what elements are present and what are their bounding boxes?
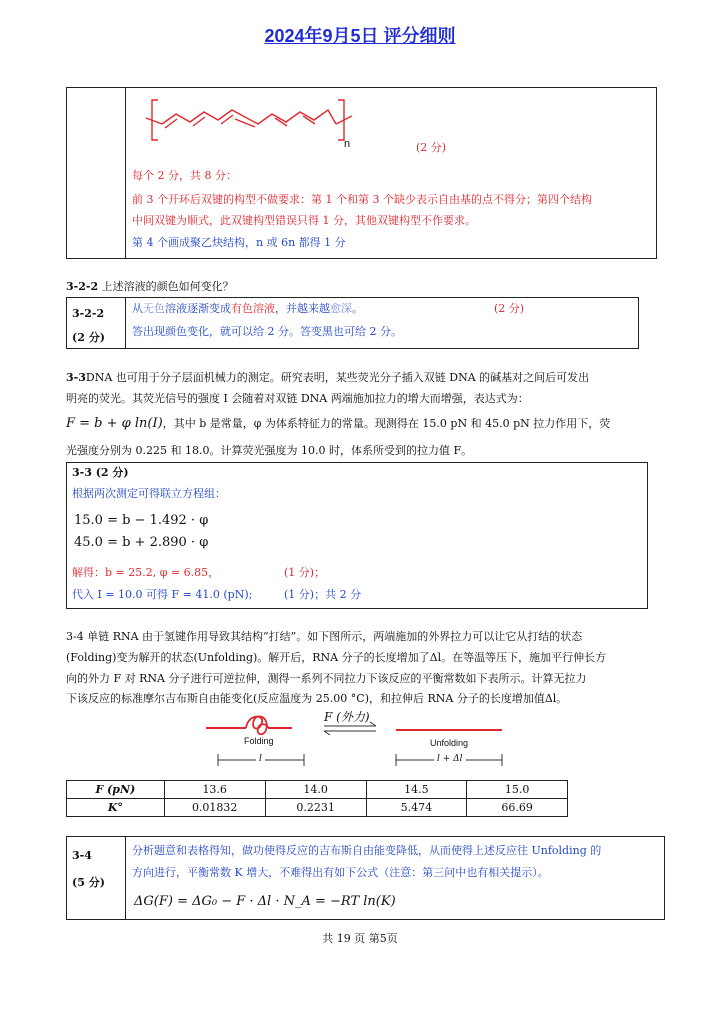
- answer-3-4-line-2: 方向进行，平衡常数 K 增大，不难得出有如下公式（注意：第三问中也有相关提示）。: [132, 866, 549, 879]
- table-cell: 15.0: [467, 781, 568, 799]
- page-title: 2024年9月5日 评分细则: [264, 26, 456, 46]
- rubric-line-4: 第 4 个画成聚乙炔结构，n 或 6n 都得 1 分: [132, 236, 346, 249]
- equation-2: 45.0 = b + 2.890 · φ: [74, 535, 209, 550]
- polyacetylene-structure: [140, 92, 370, 150]
- question-3-3-line-2: 明亮的荧光。其荧光信号的强度 I 会随着对双链 DNA 两端施加拉力的增大而增强，表达式为：: [66, 392, 529, 405]
- force-label: F (外力): [324, 710, 370, 724]
- table-cell: 14.0: [265, 781, 366, 799]
- label-3-4: 3-4: [72, 849, 92, 862]
- table-cell: 0.01832: [164, 799, 265, 817]
- folding-label: Folding: [244, 736, 274, 746]
- gibbs-formula: ΔG(F) = ΔG₀ − F · Δl · N_A = −RT ln(K): [134, 894, 396, 909]
- answer-3-3-intro: 根据两次测定可得联立方程组：: [72, 487, 226, 500]
- table-cell: 5.474: [366, 799, 467, 817]
- length-label: l: [256, 754, 265, 764]
- table-cell: 13.6: [164, 781, 265, 799]
- question-3-3-line-3: F = b + φ ln(I)，其中 b 是常量，φ 为体系特征力的常量。现测得在 15.0 pN 和 45.0 pN 拉力作用下，荧: [66, 416, 611, 431]
- score-structure: (2 分): [416, 141, 447, 154]
- formula-fluorescence: F = b + φ ln(I): [66, 416, 163, 431]
- question-3-4-line-2: (Folding)变为解开的状态(Unfolding)。解开后，RNA 分子的长度增加了Δl。在等温等压下，施加平行伸长方: [66, 651, 607, 664]
- question-3-3-line-1: 3-3DNA 也可用于分子层面机械力的测定。研究表明，某些荧光分子插入双链 DNA 的碱基对之间后可发出: [66, 371, 590, 384]
- answer-3-4-line-1: 分析题意和表格得知，做功使得反应的吉布斯自由能变降低，从而使得上述反应往 Unfolding 的: [132, 844, 602, 857]
- score-solution-2: (1 分)；共 2 分: [284, 588, 362, 601]
- length-plus-delta-label: l + Δl: [434, 754, 466, 764]
- score-solution-1: (1 分)；: [284, 566, 326, 579]
- score-3-2-2: (2 分): [494, 302, 525, 315]
- points-3-4: (5 分): [72, 876, 105, 889]
- table-cell: 14.5: [366, 781, 467, 799]
- question-3-3-line-4: 光强度分别为 0.225 和 18.0。计算荧光强度为 10.0 时，体系所受到的拉力值 F。: [66, 444, 473, 457]
- answer-3-2-2-note: 答出现颜色变化，就可以给 2 分。答变黑也可给 2 分。: [132, 325, 402, 338]
- table-row-head: K°: [67, 799, 165, 817]
- points-3-2-2: (2 分): [72, 331, 105, 344]
- rubric-line-1: 每个 2 分，共 8 分：: [132, 169, 237, 182]
- equilibrium-table: [66, 780, 568, 817]
- folded-rna-strand: [206, 716, 292, 734]
- label-3-2-2: 3-2-2: [72, 307, 105, 320]
- question-3-4-line-3: 向的外力 F 对 RNA 分子进行可逆拉伸，测得一系列不同拉力下该反应的平衡常数如下表所示。计算无拉力: [66, 672, 587, 685]
- question-3-2-2: 3-2-2 上述溶液的颜色如何变化？: [66, 280, 234, 293]
- solution-2: 代入 I = 10.0 可得 F = 41.0 (pN);: [72, 588, 253, 601]
- page-footer: 共 19 页 第5页: [322, 932, 398, 945]
- question-3-4-line-1: 3-4 单链 RNA 由于氢键作用导致其结构“打结”。如下图所示，两端施加的外界拉力可以让它从打结的状态: [66, 630, 583, 643]
- solution-1: 解得：b = 25.2, φ = 6.85，: [72, 566, 220, 579]
- rubric-line-2: 前 3 个开环后双键的构型不做要求：第 1 个和第 3 个缺少表示自由基的点不得分；第四个结构: [132, 193, 592, 206]
- table-row: [67, 799, 568, 817]
- rubric-line-3: 中间双键为顺式，此双键构型错误只得 1 分，其他双键构型不作要求。: [132, 214, 476, 227]
- table-row: [67, 781, 568, 799]
- table-cell: 66.69: [467, 799, 568, 817]
- question-3-4-line-4: 下该反应的标准摩尔吉布斯自由能变化(反应温度为 25.00 °C)，和拉伸后 RNA 分子的长度增加值Δl。: [66, 692, 568, 705]
- table-row-head: F (pN): [67, 781, 165, 799]
- equation-1: 15.0 = b − 1.492 · φ: [74, 513, 209, 528]
- label-3-3: 3-3 (2 分): [72, 466, 129, 479]
- unfolding-label: Unfolding: [430, 738, 469, 748]
- repeat-subscript: n: [344, 138, 351, 150]
- table-cell: 0.2231: [265, 799, 366, 817]
- answer-3-2-2: 从无色溶液逐渐变成有色溶液，并越来越愈深。: [132, 302, 363, 315]
